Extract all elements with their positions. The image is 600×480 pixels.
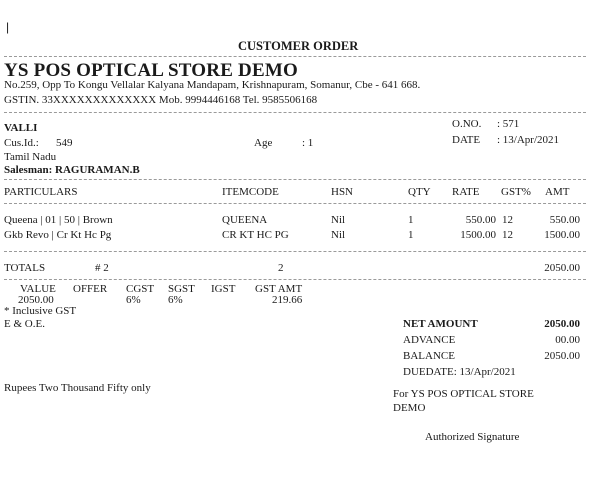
header-amt: AMT [545, 186, 570, 198]
row-rate: 550.00 [465, 214, 496, 226]
tax-sgst-label: SGST [168, 283, 195, 295]
row-gst: 12 [502, 214, 513, 226]
header-gst: GST% [501, 186, 531, 198]
header-qty: QTY [408, 186, 431, 198]
eoe-note: E & O.E. [4, 318, 45, 330]
tax-igst-label: IGST [211, 283, 236, 295]
order-date: : 13/Apr/2021 [497, 134, 560, 146]
age-value: : 1 [302, 137, 314, 149]
salesman: Salesman: RAGURAMAN.B [4, 164, 140, 176]
row-amt: 1500.00 [544, 229, 580, 241]
totals-qty: 2 [278, 262, 284, 274]
customer-id: 549 [56, 137, 73, 149]
order-number: : 571 [497, 118, 520, 130]
customer-state: Tamil Nadu [4, 151, 57, 163]
customer-name: VALLI [4, 122, 38, 134]
tax-value-label: VALUE [20, 283, 56, 295]
divider [4, 112, 586, 113]
divider [4, 179, 586, 180]
advance-label: ADVANCE [403, 334, 456, 346]
age-label: Age [254, 137, 273, 149]
tax-gstamt-label: GST AMT [255, 283, 303, 295]
due-date: DUEDATE: 13/Apr/2021 [403, 366, 516, 378]
for-store-line2: DEMO [393, 402, 426, 414]
header-hsn: HSN [331, 186, 354, 198]
row-hsn: Nil [331, 214, 346, 226]
tax-gstamt: 219.66 [272, 294, 303, 306]
totals-amount: 2050.00 [544, 262, 580, 274]
store-address: No.259, Opp To Kongu Vellalar Kalyana Mandapam, Krishnapuram, Somanur, Cbe - 641 668. [4, 79, 421, 91]
inclusive-gst-note: * Inclusive GST [4, 305, 77, 317]
totals-count: # 2 [95, 262, 109, 274]
order-date-label: DATE [452, 134, 481, 146]
divider [4, 56, 586, 57]
document-title: CUSTOMER ORDER [238, 39, 359, 53]
row-amt: 550.00 [549, 214, 580, 226]
row-hsn: Nil [331, 229, 346, 241]
amount-in-words: Rupees Two Thousand Fifty only [4, 382, 151, 394]
row-particulars: Gkb Revo | Cr Kt Hc Pg [4, 229, 112, 241]
tax-cgst: 6% [126, 294, 141, 306]
authorized-signature: Authorized Signature [425, 431, 520, 443]
row-qty: 1 [408, 214, 414, 226]
divider [4, 279, 586, 280]
balance-amount: 2050.00 [544, 350, 580, 362]
header-rate: RATE [452, 186, 480, 198]
tax-offer-label: OFFER [73, 283, 108, 295]
balance-label: BALANCE [403, 350, 455, 362]
customer-id-label: Cus.Id.: [4, 137, 39, 149]
row-itemcode: CR KT HC PG [222, 229, 289, 241]
store-contact: GSTIN. 33XXXXXXXXXXXXX Mob. 9994446168 Tel. 9585506168 [4, 94, 318, 106]
net-amount: 2050.00 [544, 318, 580, 330]
tax-sgst: 6% [168, 294, 183, 306]
divider [4, 251, 586, 252]
totals-label: TOTALS [4, 262, 46, 274]
row-itemcode: QUEENA [222, 214, 268, 226]
tax-value: 2050.00 [18, 294, 54, 306]
divider [4, 203, 586, 204]
net-amount-label: NET AMOUNT [403, 318, 478, 330]
store-name: YS POS OPTICAL STORE DEMO [4, 60, 298, 81]
row-qty: 1 [408, 229, 414, 241]
row-particulars: Queena | 01 | 50 | Brown [4, 214, 113, 226]
text-cursor: | [6, 20, 10, 34]
row-rate: 1500.00 [460, 229, 496, 241]
advance-amount: 00.00 [555, 334, 580, 346]
tax-cgst-label: CGST [126, 283, 155, 295]
order-number-label: O.NO. [452, 118, 482, 130]
for-store-line1: For YS POS OPTICAL STORE [393, 388, 534, 400]
row-gst: 12 [502, 229, 513, 241]
header-particulars: PARTICULARS [4, 186, 78, 198]
header-itemcode: ITEMCODE [222, 186, 279, 198]
